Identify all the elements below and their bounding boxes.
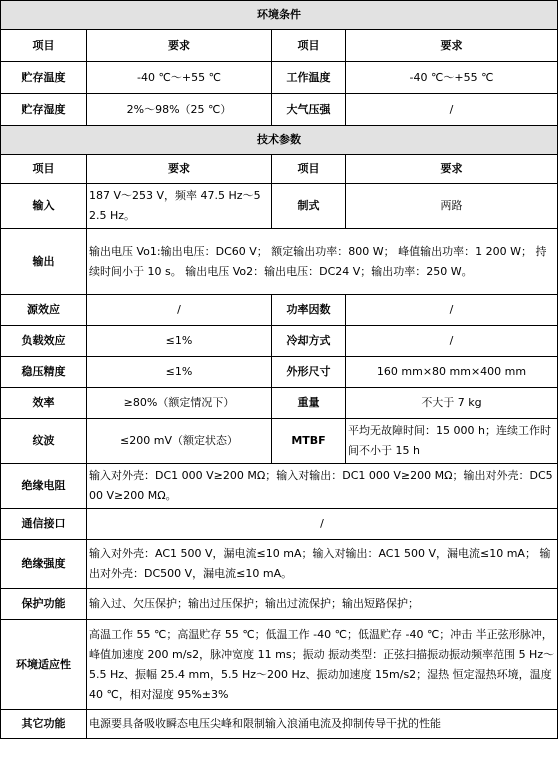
table-row [1, 229, 558, 295]
row-label: 制式 [272, 184, 346, 229]
row-value: ≥80%（额定情况下） [87, 388, 272, 419]
table-row [1, 540, 558, 589]
row-label: 大气压强 [272, 94, 346, 126]
row-label: 输入 [1, 184, 87, 229]
row-value: 输入对外壳：DC1 000 V≥200 MΩ；输入对输出：DC1 000 V≥200 MΩ；输出对外壳：DC500 V≥200 MΩ。 [87, 464, 558, 509]
row-value: / [87, 509, 558, 540]
table-row [1, 388, 558, 419]
section-header-env [1, 1, 558, 30]
col-header-requirement: 要求 [87, 30, 272, 62]
row-value: 160 mm×80 mm×400 mm [346, 357, 558, 388]
row-label: 贮存温度 [1, 62, 87, 94]
row-label: 功率因数 [272, 295, 346, 326]
row-label: 保护功能 [1, 589, 87, 620]
row-label: 冷却方式 [272, 326, 346, 357]
row-label: 输出 [1, 229, 87, 295]
row-value: 2%～98%（25 ℃） [87, 94, 272, 126]
row-label: 负载效应 [1, 326, 87, 357]
row-value: ≤1% [87, 326, 272, 357]
table-row [1, 589, 558, 620]
row-value: 电源要具备吸收瞬态电压尖峰和限制输入浪涌电流及抑制传导干扰的性能 [87, 710, 558, 739]
section-header-tech [1, 126, 558, 155]
row-label: 纹波 [1, 419, 87, 464]
table-row [1, 357, 558, 388]
table-row [1, 184, 558, 229]
row-value: 输入过、欠压保护；输出过压保护；输出过流保护；输出短路保护； [87, 589, 558, 620]
row-label: 通信接口 [1, 509, 87, 540]
table-row [1, 509, 558, 540]
col-header-requirement: 要求 [346, 30, 558, 62]
row-value: ≤200 mV（额定状态） [87, 419, 272, 464]
row-label: 环境适应性 [1, 620, 87, 710]
table-row [1, 62, 558, 94]
table-row [1, 464, 558, 509]
row-value: 输出电压 Vo1:输出电压：DC60 V； 额定输出功率：800 W； 峰值输出功率：1 200 W； 持续时间小于 10 s。 输出电压 Vo2：输出电压：DC24 V；输出功率：250 W。 [87, 229, 558, 295]
row-label: 贮存湿度 [1, 94, 87, 126]
table-row [1, 326, 558, 357]
section-title: 技术参数 [1, 126, 558, 155]
header-row [1, 30, 558, 62]
col-header-item: 项目 [272, 155, 346, 184]
row-value: / [346, 295, 558, 326]
row-value: 高温工作 55 ℃；高温贮存 55 ℃；低温工作 -40 ℃；低温贮存 -40 ℃；冲击 半正弦形脉冲，峰值加速度 200 m/s2，脉冲宽度 11 ms；振动 振动类型：正弦扫描振动振动频率范围 5 Hz～5.5 Hz、振幅 25.4 mm，5.5 Hz～200 Hz、振动加速度 15m/s2；湿热 恒定湿热环境，温度 40 ℃，相对湿度 95%±3% [87, 620, 558, 710]
table-row [1, 419, 558, 464]
row-label: 工作温度 [272, 62, 346, 94]
row-value: 平均无故障时间：15 000 h；连续工作时间不小于 15 h [346, 419, 558, 464]
section-title: 环境条件 [1, 1, 558, 30]
row-label: 效率 [1, 388, 87, 419]
row-value: -40 ℃～+55 ℃ [346, 62, 558, 94]
col-header-requirement: 要求 [87, 155, 272, 184]
row-value: -40 ℃～+55 ℃ [87, 62, 272, 94]
row-label: 源效应 [1, 295, 87, 326]
row-value: 输入对外壳：AC1 500 V，漏电流≤10 mA；输入对输出：AC1 500 V，漏电流≤10 mA； 输出对外壳：DC500 V，漏电流≤10 mA。 [87, 540, 558, 589]
row-value: 两路 [346, 184, 558, 229]
row-value: / [346, 94, 558, 126]
table-row [1, 94, 558, 126]
row-label: 外形尺寸 [272, 357, 346, 388]
table-row [1, 620, 558, 710]
row-label: 稳压精度 [1, 357, 87, 388]
table-row [1, 295, 558, 326]
row-value: 187 V～253 V，频率 47.5 Hz～52.5 Hz。 [87, 184, 272, 229]
row-label: 其它功能 [1, 710, 87, 739]
row-value: 不大于 7 kg [346, 388, 558, 419]
row-value: / [346, 326, 558, 357]
row-label: 重量 [272, 388, 346, 419]
header-row [1, 155, 558, 184]
table-row [1, 710, 558, 739]
row-value: / [87, 295, 272, 326]
row-label: 绝缘电阻 [1, 464, 87, 509]
col-header-item: 项目 [1, 155, 87, 184]
col-header-requirement: 要求 [346, 155, 558, 184]
row-label: MTBF [272, 419, 346, 464]
row-value: ≤1% [87, 357, 272, 388]
col-header-item: 项目 [272, 30, 346, 62]
col-header-item: 项目 [1, 30, 87, 62]
row-label: 绝缘强度 [1, 540, 87, 589]
